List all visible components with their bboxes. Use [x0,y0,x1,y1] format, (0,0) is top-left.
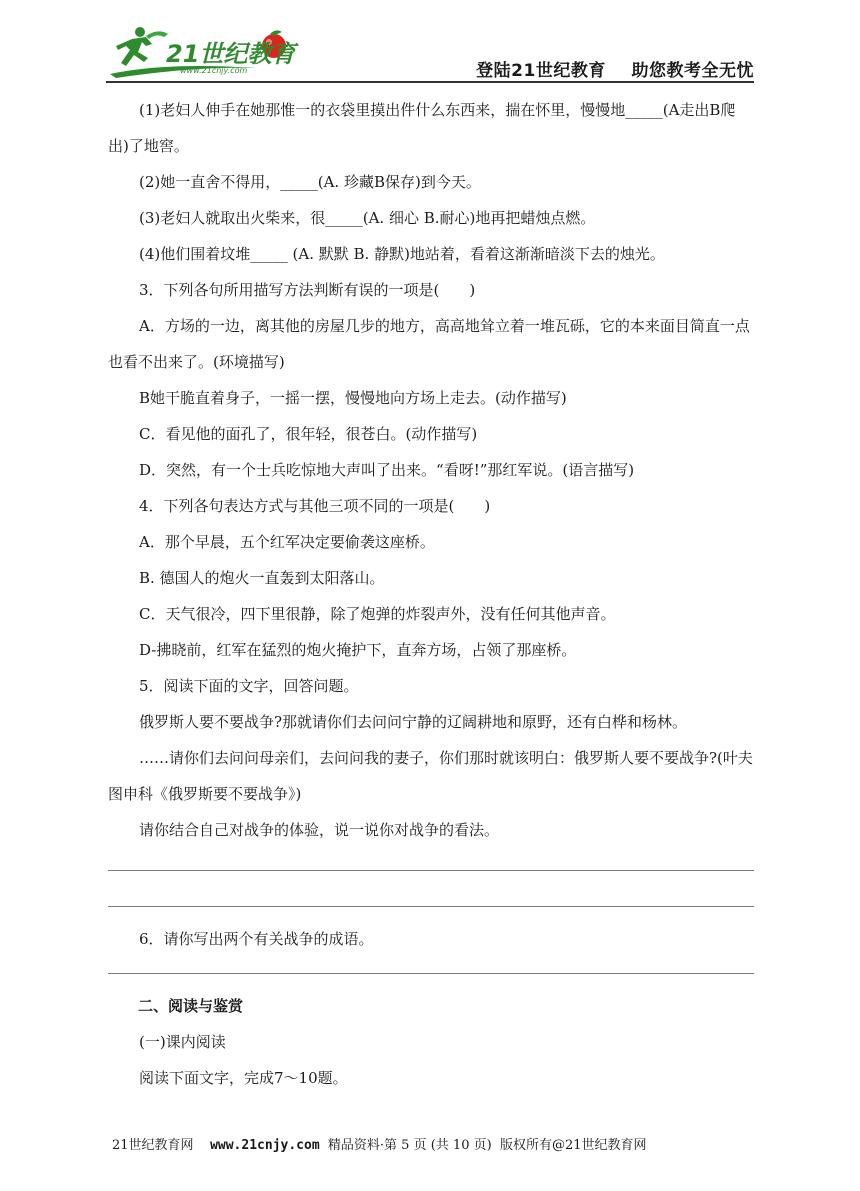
question-heading: 6．请你写出两个有关战争的成语。 [139,930,374,948]
logo-url: www.21cnjy.com [180,66,248,75]
question-item: (3)老妇人就取出火柴来，很_____(A. 细心 B.耐心)地再把蜡烛点燃。 [139,209,596,227]
footer-site: 21世纪教育网 [112,1138,194,1153]
header-slogan: 登陆21世纪教育 助您教考全无忧 [476,61,754,81]
option-item: B. 德国人的炮火一直轰到太阳落山。 [139,569,385,587]
question-prompt: 请你结合自己对战争的体验，说一说你对战争的看法。 [139,821,500,839]
option-item: D-拂晓前，红军在猛烈的炮火掩护下，直奔方场，占领了那座桥。 [139,641,577,659]
footer-url: www.21cnjy.com [210,1138,320,1153]
option-item: B她干脆直着身子，一摇一摆，慢慢地向方场上走去。(动作描写) [139,389,567,407]
question-heading: 3．下列各句所用描写方法判断有误的一项是( ) [139,281,476,299]
option-item: A．那个早晨，五个红军决定要偷袭这座桥。 [139,533,435,551]
instruction-text: 阅读下面文字，完成7～10题。 [139,1069,348,1087]
page-header [106,22,754,82]
header-divider [106,81,754,83]
logo-text: 21世纪教育 [166,40,296,68]
question-heading: 4．下列各句表达方式与其他三项不同的一项是( ) [139,497,491,515]
subsection-heading: (一)课内阅读 [139,1033,226,1051]
option-item: A．方场的一边，离其他的房屋几步的地方，高高地耸立着一堆瓦砾，它的本来面目简直一点也看不出来了。(环境描写) [108,317,750,371]
question-item: (2)她一直舍不得用，_____(A. 珍藏B保存)到今天。 [139,173,481,191]
option-item: C．天气很冷，四下里很静，除了炮弹的炸裂声外，没有任何其他声音。 [139,605,616,623]
question-item: (4)他们围着坟堆_____ (A. 默默 B. 静默)地站着，看着这渐渐暗淡下去的烛光。 [139,245,665,263]
site-logo [106,22,306,80]
running-figure-icon [116,27,168,66]
question-heading: 5．阅读下面的文字，回答问题。 [139,677,359,695]
footer-copyright: 版权所有@21世纪教育网 [499,1138,647,1153]
quoted-passage: 俄罗斯人要不要战争?那就请你们去问问宁静的辽阔耕地和原野，还有白桦和杨林。 [139,713,688,731]
option-item: D．突然，有一个士兵吃惊地大声叫了出来。“看呀!”那红军说。(语言描写) [139,461,635,479]
document-body [108,92,754,1096]
option-item: C．看见他的面孔了，很年轻，很苍白。(动作描写) [139,425,478,443]
section-heading: 二、阅读与鉴赏 [138,997,244,1015]
question-item: (1)老妇人伸手在她那惟一的衣袋里摸出件什么东西来，揣在怀里，慢慢地_____(A走出B爬出)了地窖。 [108,101,736,155]
quoted-passage: ……请你们去问问母亲们，去问问我的妻子，你们那时就该明白：俄罗斯人要不要战争?(叶夫图申科《俄罗斯要不要战争》) [108,749,753,803]
footer-page-info: 精品资料·第 5 页 (共 10 页) [327,1138,492,1153]
page-footer [112,1134,752,1153]
